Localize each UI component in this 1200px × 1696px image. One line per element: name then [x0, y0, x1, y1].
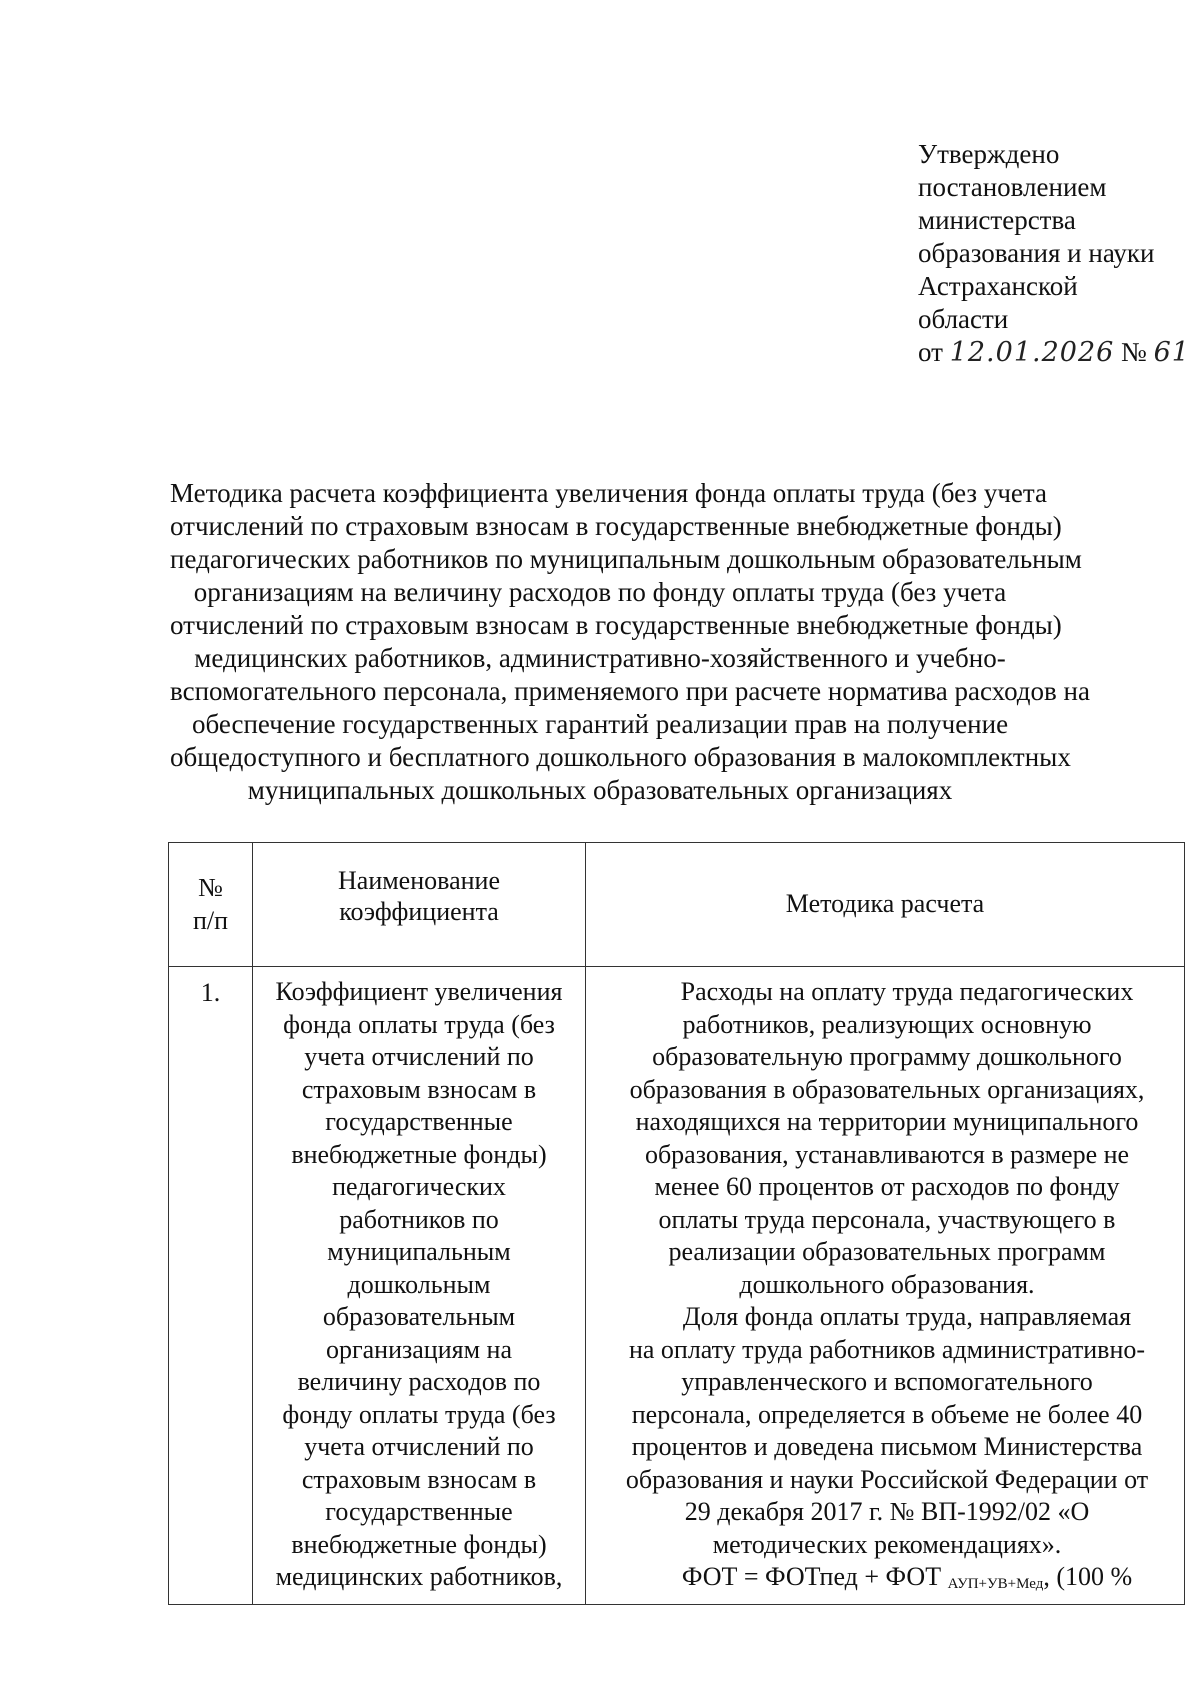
name-line: фонда оплаты труда (без — [283, 1009, 555, 1039]
approval-line: образования и науки — [918, 238, 1155, 268]
name-line: работников по — [339, 1204, 499, 1234]
row-number: 1. — [169, 967, 253, 1605]
date-prefix: от — [918, 337, 943, 367]
title-line: организациям на величину расходов по фонду оплаты труда (без учета — [193, 577, 1007, 607]
name-line: учета отчислений по — [304, 1432, 534, 1461]
coefficient-name-cell — [253, 967, 586, 1605]
name-line: Коэффициент увеличения — [275, 977, 563, 1006]
method-line: оплаты труда персонала, участвующего в — [658, 1204, 1116, 1234]
name-line: муниципальным — [327, 1237, 511, 1266]
number-sign: № — [1121, 337, 1147, 367]
method-line: реализации образовательных программ — [668, 1237, 1106, 1266]
title-line: педагогических работников по муниципальным дошкольным образовательным — [170, 544, 1082, 574]
method-line: управленческого и вспомогательного — [681, 1367, 1093, 1396]
approval-line: постановлением — [918, 172, 1107, 202]
title-line: общедоступного и бесплатного дошкольного образования в малокомплектных — [170, 742, 1071, 772]
table-row — [169, 967, 1185, 1605]
method-line: менее 60 процентов от расходов по фонду — [654, 1172, 1120, 1201]
name-line: внебюджетные фонды) — [291, 1529, 547, 1559]
table-header-row — [169, 843, 1185, 967]
method-line: работников, реализующих основную — [682, 1009, 1092, 1039]
title-line: обеспечение государственных гарантий реализации прав на получение — [191, 709, 1009, 739]
approval-line: Астраханской — [918, 271, 1078, 301]
name-line: государственные — [325, 1107, 513, 1136]
formula-main: ФОТ = ФОТпед + ФОТ — [681, 1562, 942, 1591]
method-line: 29 декабря 2017 г. № ВП-1992/02 «О — [684, 1497, 1090, 1526]
name-line: внебюджетные фонды) — [291, 1139, 547, 1169]
approval-line: министерства — [918, 205, 1076, 235]
approval-line: области — [918, 304, 1009, 334]
header-number-line: № — [198, 873, 223, 902]
document-title — [170, 477, 1090, 807]
header-number — [169, 843, 253, 967]
name-line: педагогических — [332, 1172, 506, 1201]
title-line: вспомогательного персонала, применяемого при расчете норматива расходов на — [170, 676, 1090, 706]
name-line: величину расходов по — [297, 1367, 541, 1396]
method-line: на оплату труда работников административно- — [628, 1334, 1146, 1364]
name-line: фонду оплаты труда (без — [282, 1399, 556, 1429]
approval-block — [918, 138, 1188, 369]
name-line: медицинских работников, — [275, 1562, 563, 1591]
handwritten-date: 12.01.2026 — [949, 337, 1115, 368]
name-line: государственные — [325, 1497, 513, 1526]
name-line: образовательным — [322, 1302, 516, 1331]
method-line: Доля фонда оплаты труда, направляемая — [682, 1302, 1132, 1331]
method-line: образования и науки Российской Федерации от — [625, 1464, 1149, 1494]
title-line: отчислений по страховым взносам в государственные внебюджетные фонды) — [170, 610, 1062, 640]
header-name-line: коэффициента — [339, 896, 499, 926]
method-line: дошкольного образования. — [739, 1269, 1035, 1299]
name-line: организациям на — [325, 1334, 513, 1364]
method-line: персонала, определяется в объеме не более 40 — [631, 1399, 1143, 1429]
approval-line: Утверждено — [918, 139, 1060, 169]
method-line: образовательную программу дошкольного — [652, 1042, 1122, 1071]
formula-line — [592, 1561, 1182, 1601]
title-line: медицинских работников, административно-хозяйственного и учебно- — [194, 643, 1006, 673]
method-line: Расходы на оплату труда педагогических — [680, 977, 1134, 1006]
method-line: методических рекомендациях». — [712, 1529, 1062, 1559]
name-line: дошкольным — [347, 1269, 491, 1299]
formula-subscript: АУП+УВ+Мед — [947, 1576, 1044, 1592]
method-line: образования, устанавливаются в размере не — [644, 1139, 1130, 1169]
method-line: процентов и доведена письмом Министерства — [631, 1432, 1143, 1461]
coefficient-table — [168, 842, 1185, 1605]
methodology-cell — [586, 967, 1185, 1605]
name-line: страховым взносам в — [301, 1074, 537, 1104]
title-line: отчислений по страховым взносам в государственные внебюджетные фонды) — [170, 511, 1062, 541]
header-number-line: п/п — [192, 905, 229, 935]
method-line: образования в образовательных организациях, — [629, 1074, 1145, 1104]
title-line: муниципальных дошкольных образовательных организациях — [247, 775, 953, 805]
header-name — [253, 843, 586, 967]
handwritten-number: 61 — [1153, 337, 1190, 368]
name-line: учета отчислений по — [304, 1042, 534, 1071]
header-name-line: Наименование — [338, 865, 500, 895]
method-line: находящихся на территории муниципального — [635, 1107, 1139, 1136]
header-method: Методика расчета — [586, 843, 1185, 967]
formula-tail: , (100 % — [1043, 1562, 1133, 1591]
approval-date-line — [918, 336, 1188, 369]
title-line: Методика расчета коэффициента увеличения фонда оплаты труда (без учета — [170, 478, 1048, 508]
name-line: страховым взносам в — [301, 1464, 537, 1494]
